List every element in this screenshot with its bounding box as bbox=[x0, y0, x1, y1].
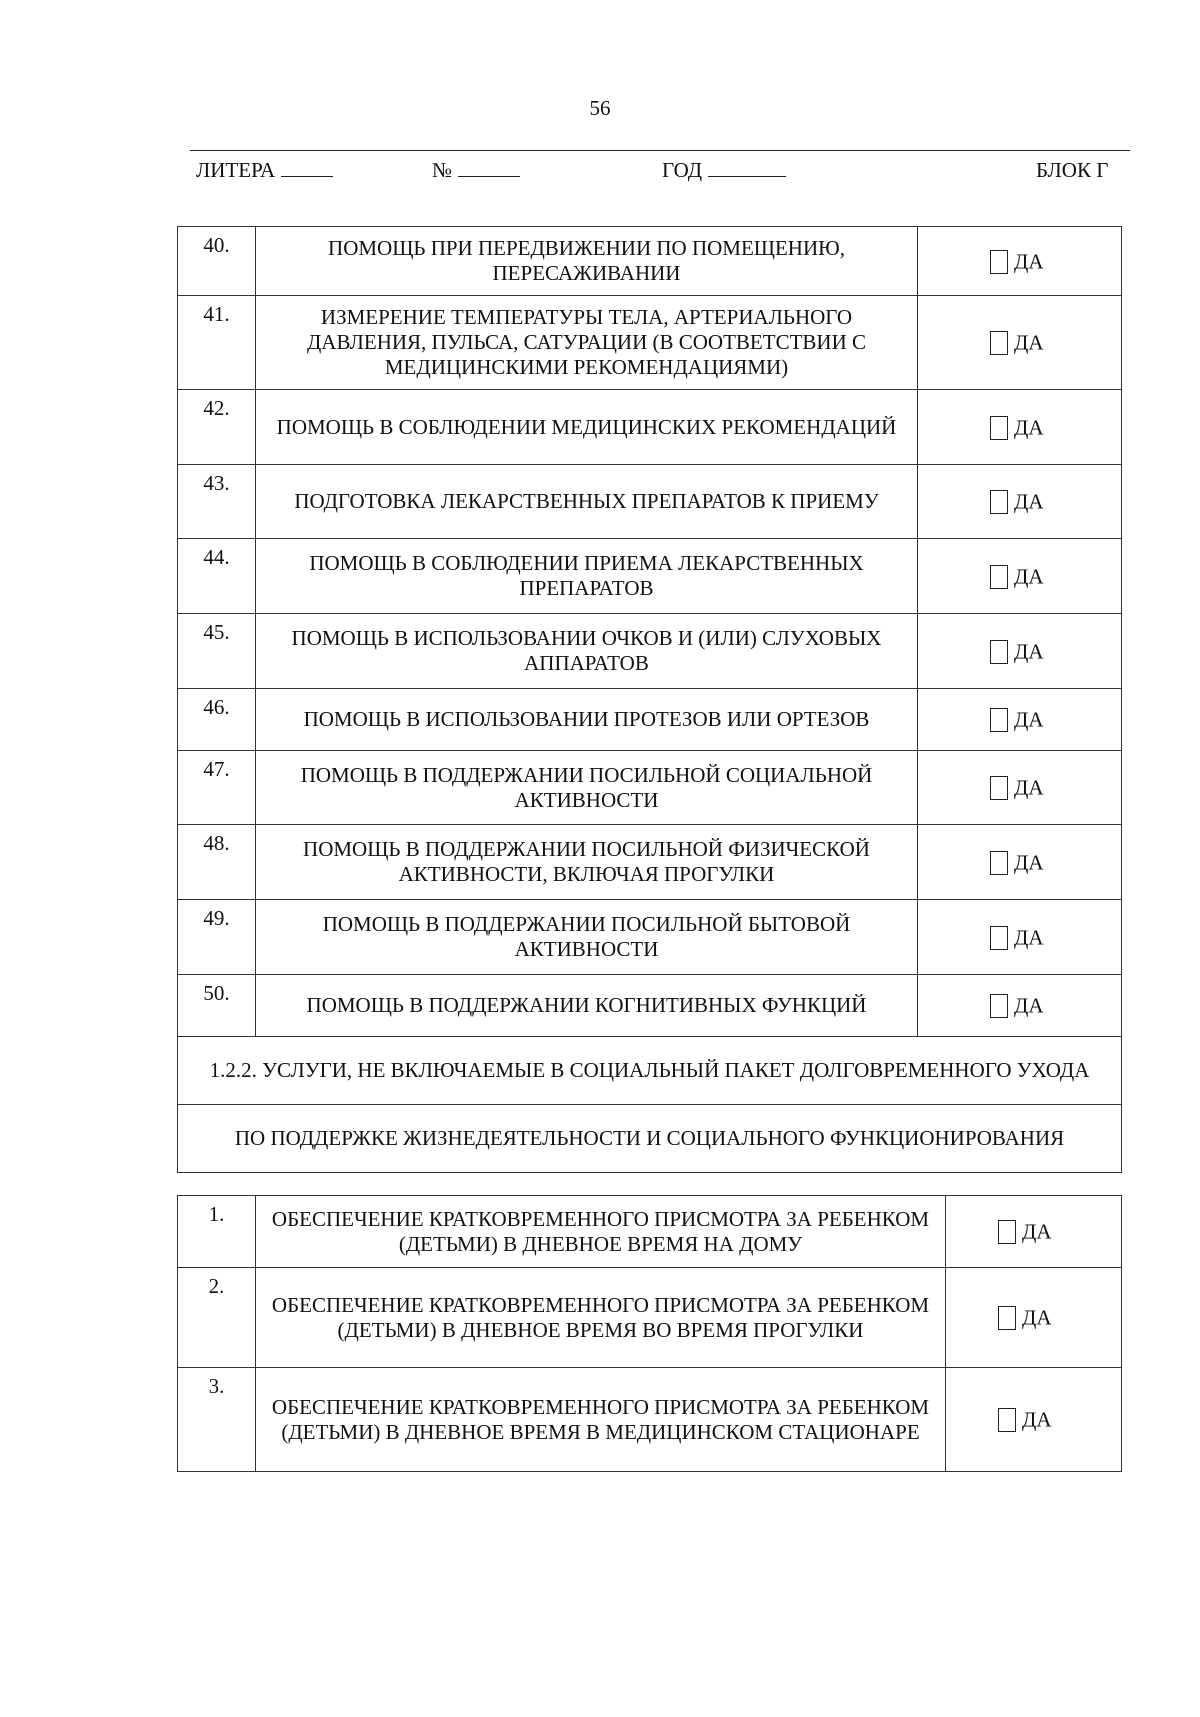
item-number: 2. bbox=[178, 1268, 256, 1368]
item-text: ОБЕСПЕЧЕНИЕ КРАТКОВРЕМЕННОГО ПРИСМОТРА ЗА РЕБЕНКОМ (ДЕТЬМИ) В ДНЕВНОЕ ВРЕМЯ НА ДОМУ bbox=[256, 1196, 946, 1268]
block-label: БЛОК Г bbox=[1036, 158, 1109, 182]
checkbox-icon[interactable] bbox=[998, 1408, 1016, 1432]
checkbox-icon[interactable] bbox=[990, 490, 1008, 514]
page-number: 56 bbox=[589, 96, 611, 120]
checkbox-icon[interactable] bbox=[998, 1306, 1016, 1330]
subsection-heading: ПО ПОДДЕРЖКЕ ЖИЗНЕДЕЯТЕЛЬНОСТИ И СОЦИАЛЬНОГО ФУНКЦИОНИРОВАНИЯ bbox=[178, 1105, 1122, 1173]
subsection-heading-row bbox=[178, 1105, 1122, 1173]
yes-label: ДА bbox=[1022, 1407, 1052, 1432]
litera-field bbox=[196, 158, 333, 183]
item-text: ПОМОЩЬ В СОБЛЮДЕНИИ МЕДИЦИНСКИХ РЕКОМЕНДАЦИЙ bbox=[256, 390, 918, 465]
item-text: ПОМОЩЬ В ИСПОЛЬЗОВАНИИ ОЧКОВ И (ИЛИ) СЛУХОВЫХ АППАРАТОВ bbox=[256, 614, 918, 689]
yes-option[interactable] bbox=[918, 751, 1122, 825]
yes-label: ДА bbox=[1014, 775, 1044, 800]
yes-option[interactable] bbox=[918, 825, 1122, 900]
table-row bbox=[178, 1268, 1122, 1368]
table-row bbox=[178, 614, 1122, 689]
table-row bbox=[178, 296, 1122, 390]
yes-label: ДА bbox=[1014, 639, 1044, 664]
table-row bbox=[178, 390, 1122, 465]
item-text: ПОМОЩЬ В ИСПОЛЬЗОВАНИИ ПРОТЕЗОВ ИЛИ ОРТЕЗОВ bbox=[256, 689, 918, 751]
item-number: 43. bbox=[178, 465, 256, 539]
checkbox-icon[interactable] bbox=[990, 416, 1008, 440]
yes-label: ДА bbox=[1014, 415, 1044, 440]
item-number: 45. bbox=[178, 614, 256, 689]
item-text: ПОМОЩЬ В ПОДДЕРЖАНИИ ПОСИЛЬНОЙ БЫТОВОЙ АКТИВНОСТИ bbox=[256, 900, 918, 975]
item-text: ОБЕСПЕЧЕНИЕ КРАТКОВРЕМЕННОГО ПРИСМОТРА ЗА РЕБЕНКОМ (ДЕТЬМИ) В ДНЕВНОЕ ВРЕМЯ В МЕДИЦИНСКОМ СТАЦИОНАРЕ bbox=[256, 1368, 946, 1472]
checkbox-icon[interactable] bbox=[990, 851, 1008, 875]
item-number: 50. bbox=[178, 975, 256, 1037]
checkbox-icon[interactable] bbox=[990, 926, 1008, 950]
item-text: ПОДГОТОВКА ЛЕКАРСТВЕННЫХ ПРЕПАРАТОВ К ПРИЕМУ bbox=[256, 465, 918, 539]
item-number: 49. bbox=[178, 900, 256, 975]
yes-option[interactable] bbox=[918, 614, 1122, 689]
yes-option[interactable] bbox=[946, 1268, 1122, 1368]
number-label: № bbox=[432, 158, 453, 182]
section-heading: 1.2.2. УСЛУГИ, НЕ ВКЛЮЧАЕМЫЕ В СОЦИАЛЬНЫЙ ПАКЕТ ДОЛГОВРЕМЕННОГО УХОДА bbox=[178, 1037, 1122, 1105]
item-number: 41. bbox=[178, 296, 256, 390]
yes-option[interactable] bbox=[946, 1368, 1122, 1472]
checkbox-icon[interactable] bbox=[990, 250, 1008, 274]
item-text: ИЗМЕРЕНИЕ ТЕМПЕРАТУРЫ ТЕЛА, АРТЕРИАЛЬНОГО ДАВЛЕНИЯ, ПУЛЬСА, САТУРАЦИИ (В СООТВЕТСТВИИ С МЕДИЦИНСКИМИ РЕКОМЕНДАЦИЯМИ) bbox=[256, 296, 918, 390]
yes-label: ДА bbox=[1014, 993, 1044, 1018]
item-number: 1. bbox=[178, 1196, 256, 1268]
checkbox-icon[interactable] bbox=[990, 565, 1008, 589]
yes-option[interactable] bbox=[918, 539, 1122, 614]
checkbox-icon[interactable] bbox=[990, 708, 1008, 732]
item-text: ПОМОЩЬ В ПОДДЕРЖАНИИ КОГНИТИВНЫХ ФУНКЦИЙ bbox=[256, 975, 918, 1037]
yes-option[interactable] bbox=[946, 1196, 1122, 1268]
section-heading-row bbox=[178, 1037, 1122, 1105]
yes-label: ДА bbox=[1014, 330, 1044, 355]
yes-label: ДА bbox=[1022, 1219, 1052, 1244]
yes-option[interactable] bbox=[918, 227, 1122, 296]
checkbox-icon[interactable] bbox=[990, 640, 1008, 664]
table-row bbox=[178, 689, 1122, 751]
item-number: 47. bbox=[178, 751, 256, 825]
yes-label: ДА bbox=[1022, 1305, 1052, 1330]
year-label: ГОД bbox=[662, 158, 703, 182]
yes-option[interactable] bbox=[918, 975, 1122, 1037]
number-field bbox=[432, 158, 520, 183]
item-text: ПОМОЩЬ В СОБЛЮДЕНИИ ПРИЕМА ЛЕКАРСТВЕННЫХ ПРЕПАРАТОВ bbox=[256, 539, 918, 614]
year-blank[interactable] bbox=[708, 158, 786, 177]
yes-label: ДА bbox=[1014, 707, 1044, 732]
item-number: 48. bbox=[178, 825, 256, 900]
block-field bbox=[1036, 158, 1108, 183]
item-number: 42. bbox=[178, 390, 256, 465]
item-number: 46. bbox=[178, 689, 256, 751]
yes-label: ДА bbox=[1014, 489, 1044, 514]
year-field bbox=[662, 158, 786, 183]
table-row bbox=[178, 227, 1122, 296]
checkbox-icon[interactable] bbox=[990, 331, 1008, 355]
item-text: ОБЕСПЕЧЕНИЕ КРАТКОВРЕМЕННОГО ПРИСМОТРА ЗА РЕБЕНКОМ (ДЕТЬМИ) В ДНЕВНОЕ ВРЕМЯ ВО ВРЕМЯ ПРОГУЛКИ bbox=[256, 1268, 946, 1368]
table-row bbox=[178, 1368, 1122, 1472]
yes-option[interactable] bbox=[918, 689, 1122, 751]
yes-option[interactable] bbox=[918, 900, 1122, 975]
yes-option[interactable] bbox=[918, 390, 1122, 465]
yes-option[interactable] bbox=[918, 465, 1122, 539]
header-rule bbox=[190, 150, 1130, 151]
table-row bbox=[178, 751, 1122, 825]
item-number: 3. bbox=[178, 1368, 256, 1472]
checkbox-icon[interactable] bbox=[990, 776, 1008, 800]
services-table-additional bbox=[177, 1195, 1122, 1472]
yes-option[interactable] bbox=[918, 296, 1122, 390]
item-text: ПОМОЩЬ ПРИ ПЕРЕДВИЖЕНИИ ПО ПОМЕЩЕНИЮ, ПЕРЕСАЖИВАНИИ bbox=[256, 227, 918, 296]
table-row bbox=[178, 539, 1122, 614]
yes-label: ДА bbox=[1014, 564, 1044, 589]
litera-blank[interactable] bbox=[281, 158, 333, 177]
table-row bbox=[178, 465, 1122, 539]
item-text: ПОМОЩЬ В ПОДДЕРЖАНИИ ПОСИЛЬНОЙ ФИЗИЧЕСКОЙ АКТИВНОСТИ, ВКЛЮЧАЯ ПРОГУЛКИ bbox=[256, 825, 918, 900]
item-number: 40. bbox=[178, 227, 256, 296]
yes-label: ДА bbox=[1014, 925, 1044, 950]
number-blank[interactable] bbox=[458, 158, 520, 177]
table-row bbox=[178, 900, 1122, 975]
checkbox-icon[interactable] bbox=[998, 1220, 1016, 1244]
item-number: 44. bbox=[178, 539, 256, 614]
item-text: ПОМОЩЬ В ПОДДЕРЖАНИИ ПОСИЛЬНОЙ СОЦИАЛЬНОЙ АКТИВНОСТИ bbox=[256, 751, 918, 825]
yes-label: ДА bbox=[1014, 850, 1044, 875]
table-row bbox=[178, 1196, 1122, 1268]
yes-label: ДА bbox=[1014, 249, 1044, 274]
table-row bbox=[178, 825, 1122, 900]
litera-label: ЛИТЕРА bbox=[196, 158, 276, 182]
services-table bbox=[177, 226, 1122, 1173]
table-row bbox=[178, 975, 1122, 1037]
checkbox-icon[interactable] bbox=[990, 994, 1008, 1018]
